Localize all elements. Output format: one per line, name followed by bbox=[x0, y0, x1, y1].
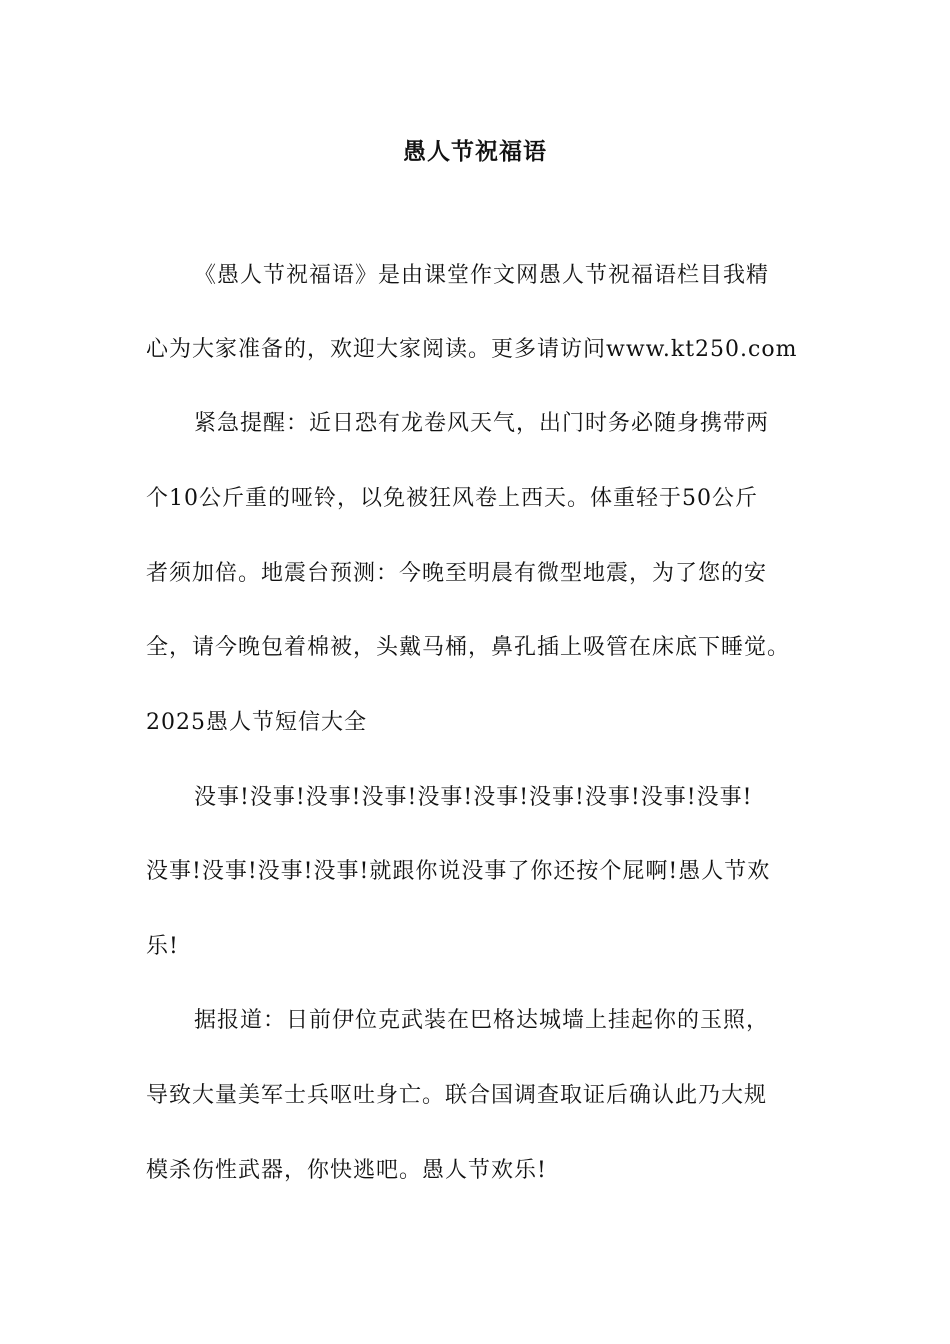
paragraph-line: 据报道：日前伊位克武装在巴格达城墙上挂起你的玉照， bbox=[194, 1008, 770, 1033]
paragraph-line: 《愚人节祝福语》是由课堂作文网愚人节祝福语栏目我精 bbox=[194, 263, 770, 288]
paragraph-line: 没事!没事!没事!没事!没事!没事!没事!没事!没事!没事! bbox=[194, 785, 753, 810]
paragraph-line: 个10公斤重的哑铃，以免被狂风卷上西天。体重轻于50公斤 bbox=[146, 486, 758, 511]
paragraph-line: 导致大量美军士兵呕吐身亡。联合国调查取证后确认此乃大规 bbox=[146, 1083, 768, 1108]
paragraph-line: 乐! bbox=[146, 934, 179, 959]
document-title: 愚人节祝福语 bbox=[403, 138, 547, 165]
paragraph-line: 全，请今晚包着棉被，头戴马桶，鼻孔插上吸管在床底下睡觉。 bbox=[146, 635, 791, 660]
paragraph-line: 模杀伤性武器，你快逃吧。愚人节欢乐! bbox=[146, 1158, 547, 1183]
paragraph-line: 没事!没事!没事!没事!就跟你说没事了你还按个屁啊!愚人节欢 bbox=[146, 859, 771, 884]
section-heading: 2025愚人节短信大全 bbox=[146, 710, 367, 735]
paragraph-line: 心为大家准备的，欢迎大家阅读。更多请访问www.kt250.com bbox=[146, 337, 798, 362]
paragraph-line: 者须加倍。地震台预测：今晚至明晨有微型地震，为了您的安 bbox=[146, 561, 768, 586]
paragraph-line: 紧急提醒：近日恐有龙卷风天气，出门时务必随身携带两 bbox=[194, 411, 770, 436]
